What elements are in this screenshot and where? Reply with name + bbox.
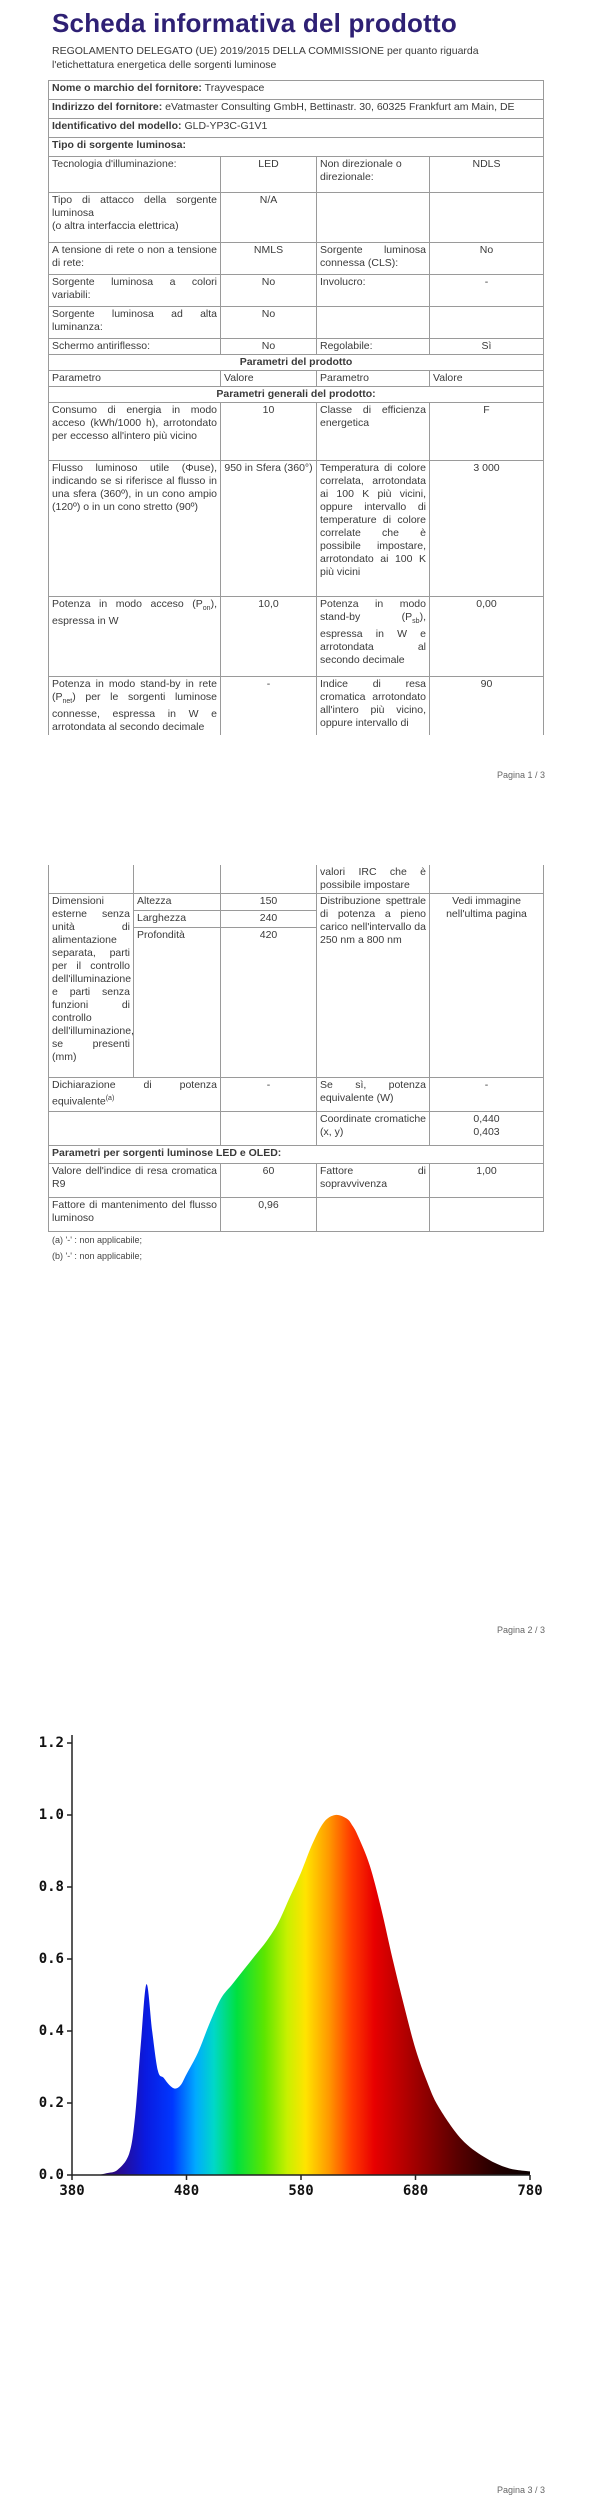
y-tick-label: 0.0 (38, 2167, 64, 2183)
y-tick-label: 0.2 (38, 2095, 64, 2111)
product-params-header: Parametri del prodotto (49, 355, 544, 371)
efficiency-class-label: Classe di efficienza energetica (317, 403, 430, 461)
source-type-header: Tipo di sorgente luminosa: (49, 138, 544, 157)
height-label: Altezza (134, 894, 221, 911)
efficiency-class-value: F (430, 403, 544, 461)
depth-label: Profondità (134, 928, 221, 1078)
col-header-value-2: Valore (430, 371, 544, 387)
col-header-param-1: Parametro (49, 371, 221, 387)
height-value: 150 (221, 894, 317, 911)
dimensions-label: Dimensioni esterne senza unità di alimentazione separata, parti per il controllo dell'illuminazione e parti senza funzioni di controllo dell'illuminazione, se presenti (mm) (49, 894, 134, 1078)
high-luminance-value: No (221, 307, 317, 339)
cct-value: 3 000 (430, 461, 544, 597)
supplier-value: Trayvespace (204, 82, 265, 94)
on-power-label: Potenza in modo acceso $(P_{on})$, espressa in W (49, 597, 221, 677)
glare-value: No (221, 339, 317, 355)
cap-label-line-2: (o altra interfaccia elettrica) (52, 220, 179, 232)
flux-label: Flusso luminoso utile (Φuse), indicando se si riferisce al flusso in una sfera (360º), in un cono ampio (120º) o in un cono stretto (90º) (49, 461, 221, 597)
standby-power-label: Potenza in modo stand-by $(P_{sb})$, espressa in W e arrotondata al secondo decimale (317, 597, 430, 677)
equivalent-power-w-label: Se sì, potenza equivalente (W) (317, 1078, 430, 1112)
model-label: Identificativo del modello: (52, 120, 182, 132)
footnote-b: (b) '-' : non applicabile; (52, 1251, 142, 1261)
product-info-table-cont (48, 865, 544, 1232)
page-footer: Pagina 3 / 3 (496, 2485, 545, 2495)
regulation-text: REGOLAMENTO DELEGATO (UE) 2019/2015 DELLA COMMISSIONE per quanto riguarda l'etichettatura energetica delle sorgenti luminose (52, 45, 479, 71)
y-tick-label: 0.4 (38, 2023, 64, 2039)
network-standby-label: Potenza in modo stand-by in rete $(P_{net})$ per le sorgenti luminose connesse, espressa in W e arrotondata al secondo decimale (49, 677, 221, 736)
page-title: Scheda informativa del prodotto (52, 8, 457, 38)
chromaticity-y: 0,403 (473, 1126, 500, 1138)
footnotes (52, 1232, 142, 1264)
equivalent-power-w-value: - (430, 1078, 544, 1112)
cap-label-line-1: Tipo di attacco della sorgente luminosa (52, 194, 217, 219)
footnote-a: (a) '-' : non applicabile; (52, 1235, 142, 1245)
cls-value: No (430, 243, 544, 275)
dimmable-label: Regolabile: (317, 339, 430, 355)
envelope-label: Involucro: (317, 275, 430, 307)
spectrum-area (72, 1815, 530, 2175)
y-tick-label: 0.6 (38, 1951, 64, 1967)
tunable-value: No (221, 275, 317, 307)
y-tick-label: 1.0 (38, 1807, 64, 1823)
spd-value: Vedi immagine nell'ultima pagina (430, 894, 544, 1078)
x-tick-label: 480 (173, 2183, 200, 2199)
envelope-value: - (430, 275, 544, 307)
nondir-value: NDLS (430, 157, 544, 193)
cri-label-cont: valori IRC che è possibile impostare (317, 865, 430, 894)
width-value: 240 (221, 911, 317, 928)
model-value: GLD-YP3C-G1V1 (184, 120, 268, 132)
x-tick-label: 780 (517, 2183, 543, 2199)
chromaticity-value (430, 1112, 544, 1146)
page-footer: Pagina 1 / 3 (496, 770, 545, 780)
mains-label: A tensione di rete o non a tensione di rete: (49, 243, 221, 275)
col-header-value-1: Valore (221, 371, 317, 387)
standby-power-value: 0,00 (430, 597, 544, 677)
page-3 (0, 1690, 591, 2510)
survival-label: Fattore di sopravvivenza (317, 1164, 430, 1198)
survival-value: 1,00 (430, 1164, 544, 1198)
mains-value: NMLS (221, 243, 317, 275)
dimmable-value: Sì (430, 339, 544, 355)
tunable-label: Sorgente luminosa a colori variabili: (49, 275, 221, 307)
energy-value: 10 (221, 403, 317, 461)
cls-label: Sorgente luminosa connessa (CLS): (317, 243, 430, 275)
on-power-value: 10,0 (221, 597, 317, 677)
page-2 (0, 820, 591, 1650)
glare-label: Schermo antiriflesso: (49, 339, 221, 355)
spectral-chart-svg (0, 1690, 591, 2250)
x-tick-label: 580 (288, 2183, 314, 2199)
chromaticity-label: Coordinate cromatiche (x, y) (317, 1112, 430, 1146)
y-tick-label: 1.2 (38, 1735, 64, 1751)
y-tick-label: 0.8 (38, 1879, 64, 1895)
energy-label: Consumo di energia in modo acceso (kWh/1000 h), arrotondato per eccesso all'intero più vicino (49, 403, 221, 461)
page-footer: Pagina 2 / 3 (496, 1625, 545, 1635)
equivalent-power-value: - (221, 1078, 317, 1112)
chromaticity-x: 0,440 (473, 1113, 500, 1125)
cct-label: Temperatura di colore correlata, arrotondata ai 100 K più vicini, oppure intervallo di temperature di colore correlate che è possibile impostare, arrotondato ai 100 K più vicini (317, 461, 430, 597)
cri-label: Indice di resa cromatica arrotondato all'intero più vicino, oppure intervallo di (317, 677, 430, 736)
r9-label: Valore dell'indice di resa cromatica R9 (49, 1164, 221, 1198)
cri-value: 90 (430, 677, 544, 736)
led-params-header: Parametri per sorgenti luminose LED e OLED: (49, 1146, 544, 1164)
general-params-header: Parametri generali del prodotto: (49, 387, 544, 403)
cap-label (49, 193, 221, 243)
cap-value: N/A (221, 193, 317, 243)
lumen-maintenance-value: 0,96 (221, 1198, 317, 1232)
width-label: Larghezza (134, 911, 221, 928)
col-header-param-2: Parametro (317, 371, 430, 387)
address-label: Indirizzo del fornitore: (52, 101, 163, 113)
x-tick-label: 680 (402, 2183, 429, 2199)
tech-label: Tecnologia d'illuminazione: (49, 157, 221, 193)
model-row (49, 119, 544, 138)
lumen-maintenance-label: Fattore di mantenimento del flusso luminoso (49, 1198, 221, 1232)
x-tick-label: 380 (59, 2183, 85, 2199)
spd-label: Distribuzione spettrale di potenza a pieno carico nell'intervallo da 250 nm a 800 nm (317, 894, 430, 1078)
r9-value: 60 (221, 1164, 317, 1198)
flux-value: 950 in Sfera (360°) (221, 461, 317, 597)
supplier-label: Nome o marchio del fornitore: (52, 82, 202, 94)
tech-value: LED (221, 157, 317, 193)
high-luminance-label: Sorgente luminosa ad alta luminanza: (49, 307, 221, 339)
depth-value: 420 (221, 928, 317, 1078)
page-1 (0, 0, 591, 800)
supplier-row (49, 81, 544, 100)
spectral-chart (0, 1690, 591, 2510)
network-standby-value: - (221, 677, 317, 736)
product-info-table (48, 80, 544, 735)
address-row (49, 100, 544, 119)
address-value: eVatmaster Consulting GmbH, Bettinastr. 30, 60325 Frankfurt am Main, DE (165, 101, 515, 113)
nondir-label: Non direzionale o direzionale: (317, 157, 430, 193)
equivalent-power-label: Dichiarazione di potenza equivalente$^{(a)}$ (49, 1078, 221, 1112)
